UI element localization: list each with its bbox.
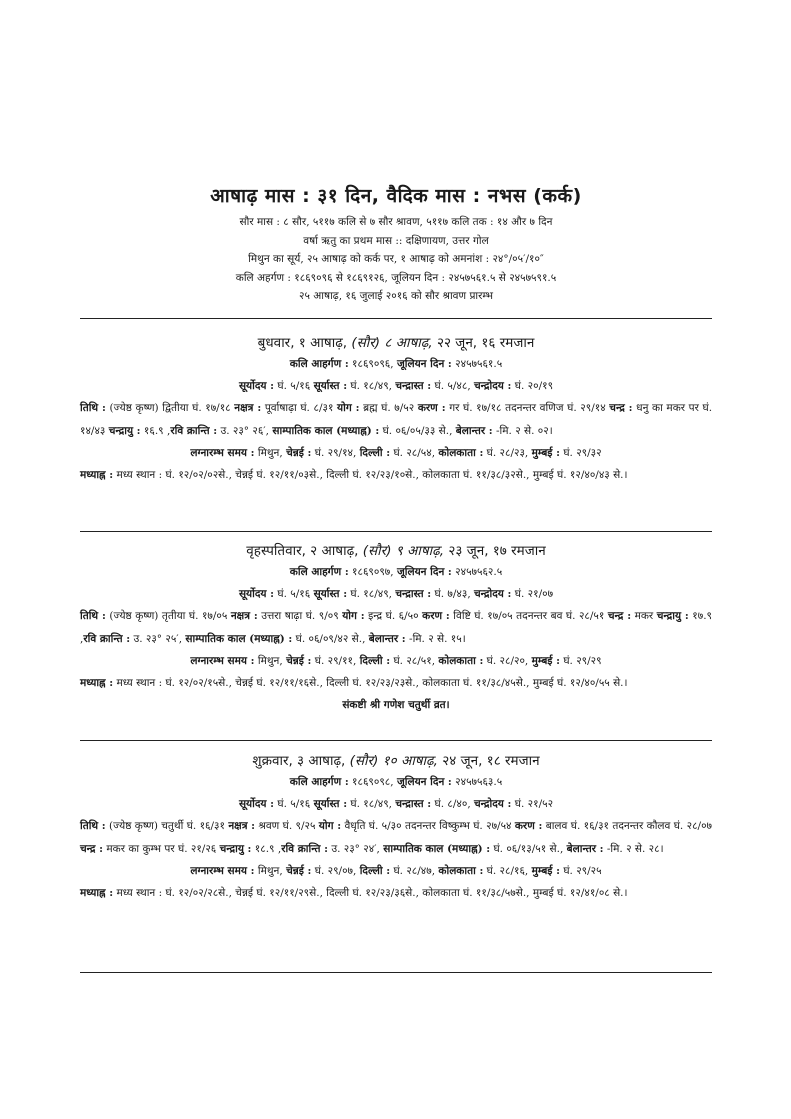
label: तिथि : (80, 820, 106, 832)
label: चन्द्रोदय : (474, 798, 512, 810)
value: १८६९०९६, (352, 358, 394, 370)
intro-line: सौर मास : ८ सौर, ५११७ कलि से ७ सौर श्रावण, ५११७ कलि तक : १४ और ७ दिन (239, 216, 553, 228)
value: मिथुन, (257, 447, 283, 459)
divider (80, 972, 712, 973)
label: साम्पातिक काल (मध्याह्न) : (185, 632, 293, 645)
label: जूलियन दिन : (396, 358, 452, 370)
label: मुम्बई : (531, 655, 560, 667)
value: उ. २३° २५′, (133, 632, 183, 645)
intro-line: वर्षा ऋतु का प्रथम मास :: दक्षिणायण, उत्तर गोल (303, 234, 489, 247)
label: सूर्योदय : (238, 380, 275, 392)
value: घं. ५/४८, (434, 380, 471, 392)
value: मकर का कुम्भ पर घं. २१/२६ (106, 842, 217, 855)
label: करण : (514, 820, 543, 832)
gregorian-date: २३ जून, १७ रमजान (448, 543, 546, 559)
value: बालव घं. १६/३१ तदनन्तर कौलव घं. २८/०७ (545, 820, 712, 832)
value: -मि. २ से. ०२। (496, 424, 553, 437)
day-heading (80, 333, 712, 353)
label: नक्षत्र : (230, 610, 258, 622)
value: उ. २३° २६′, (220, 424, 270, 437)
label: सूर्यास्त : (313, 798, 348, 810)
label: तिथि : (80, 402, 106, 414)
value: घं. १८/४९, (350, 380, 393, 392)
label: दिल्ली : (359, 655, 391, 667)
day-entry (80, 333, 712, 486)
month-intro (80, 213, 712, 306)
label: कलि आहर्गण : (289, 358, 349, 370)
value: उत्तरा षाढ़ा घं. ९/०९ (261, 610, 339, 622)
value: -मि. २ से. २८। (606, 842, 664, 855)
value: गर घं. १७/१८ तदनन्तर वणिज घं. २९/१४ (449, 402, 606, 414)
label: चन्द्र : (80, 842, 104, 855)
value: घं. २९/३२ (563, 447, 602, 459)
label: सूर्योदय : (238, 798, 275, 810)
label: बेलान्तर : (368, 632, 406, 645)
weekday: वृहस्पतिवार, २ आषाढ़, (246, 543, 359, 559)
value: घं. २८/२३, (486, 447, 529, 459)
value: विष्टि घं. १७/०५ तदनन्तर बव घं. २८/५१ (453, 610, 605, 622)
value: उ. २३° २४′, (331, 842, 380, 855)
value: घं. २८/२०, (486, 655, 529, 667)
label: योग : (318, 820, 342, 832)
label: चेन्नई : (286, 447, 312, 459)
intro-line: मिथुन का सूर्य, २५ आषाढ़ को कर्क पर, १ आषाढ़ को अमनांश : २४°/०५′/१०″ (248, 253, 544, 265)
label: चन्द्र : (609, 402, 633, 414)
value: घं. ५/१६ (277, 588, 311, 600)
madhyahna-line (80, 672, 712, 694)
value: घं. १८/४९, (350, 798, 393, 810)
label: चन्द्र : (607, 610, 632, 622)
value: पूर्वाषाढ़ा घं. ८/३१ (264, 402, 334, 414)
intro-line: २५ आषाढ़, १६ जुलाई २०१६ को सौर श्रावण प्रारम्भ (299, 290, 493, 302)
value: मकर (634, 610, 654, 622)
value: घं. २९/१४, (314, 447, 357, 459)
label: योग : (337, 402, 360, 414)
value: घं. २८/१६, (486, 865, 529, 877)
value: घं. ७/४३, (434, 588, 471, 600)
value: घं. २९/२५ (563, 865, 602, 877)
label: चन्द्रायु : (219, 842, 252, 855)
day-heading (80, 541, 712, 561)
value: इन्द्र घं. ६/५० (368, 610, 419, 622)
value: घं. २०/१९ (514, 380, 554, 392)
value: घं. २९/०७, (314, 865, 357, 877)
kali-line (80, 561, 712, 583)
label: चेन्नई : (286, 655, 312, 667)
label: नक्षत्र : (228, 820, 256, 832)
label: सूर्यास्त : (313, 380, 348, 392)
label: मध्याह्न : (80, 677, 114, 689)
value: वैधृति घं. ५/३० तदनन्तर विष्कुम्भ घं. २७/५४ (344, 820, 512, 832)
value: (ज्येष्ठ कृष्ण) तृतीया घं. १७/०५ (109, 610, 228, 622)
label: रवि क्रान्ति : (281, 842, 328, 855)
value: २४५७५६२.५ (455, 566, 503, 578)
value: घं. १८/४९, (350, 588, 393, 600)
gregorian-date: २४ जून, १८ रमजान (442, 753, 540, 769)
label: चन्द्रास्त : (395, 798, 432, 810)
label: साम्पातिक काल (मध्याह्न) : (272, 424, 380, 437)
label: रवि क्रान्ति : (83, 632, 131, 645)
label: करण : (417, 402, 446, 414)
label: मुम्बई : (531, 865, 560, 877)
label: चन्द्रायु : (108, 424, 141, 437)
label: मुम्बई : (531, 447, 560, 459)
value: घं. २९/११, (314, 655, 357, 667)
label: चन्द्रास्त : (395, 380, 432, 392)
madhyahna-line (80, 464, 712, 486)
divider (80, 740, 712, 741)
label: चन्द्रोदय : (474, 588, 512, 600)
value: १८६९०९७, (352, 566, 394, 578)
value: घं. ५/१६ (277, 798, 311, 810)
sun-moon-line (80, 793, 712, 815)
madhyahna-line (80, 882, 712, 904)
label: लग्नारम्भ समय : (190, 655, 255, 667)
value: (ज्येष्ठ कृष्ण) द्वितीया घं. १७/१८ (109, 402, 231, 414)
value: १८.९ , (254, 842, 282, 855)
label: कलि आहर्गण : (289, 776, 349, 788)
label: सूर्यास्त : (313, 588, 348, 600)
value: मध्य स्थान : घं. १२/०२/२८से., चेन्नई घं. १२/११/२९से., दिल्ली घं. १२/२३/३६से., कोलकाता घं. ११/३८/५७से., मुम्बई घं. १२/४१/०८ से.। (116, 887, 628, 899)
label: चन्द्रायु : (656, 610, 689, 622)
value: घं. २८/५४, (393, 447, 436, 459)
value: घं. २८/४७, (393, 865, 436, 877)
value: -मि. २ से. १५। (409, 632, 466, 645)
label: कलि आहर्गण : (289, 566, 349, 578)
value: मध्य स्थान : घं. १२/०२/०२से., चेन्नई घं. १२/११/०३से., दिल्ली घं. १२/२३/१०से., कोलकाता घं. ११/३८/३२से., मुम्बई घं. १२/४०/४३ से.। (116, 469, 628, 481)
label: दिल्ली : (359, 865, 391, 877)
kali-line (80, 771, 712, 793)
month-title: आषाढ़ मास : ३१ दिन, वैदिक मास : नभस (कर्क) (210, 185, 582, 207)
value: १६.९ , (143, 424, 171, 437)
value: घं. ०६/०५/३३ से., (382, 424, 453, 437)
label: बेलान्तर : (455, 424, 493, 437)
gregorian-date: २२ जून, १६ रमजान (436, 335, 535, 351)
lagna-line (80, 442, 712, 464)
vrat-note: संकष्टी श्री गणेश चतुर्थी व्रत। (342, 699, 450, 711)
value: धनु का मकर पर घं. १४/४३ (80, 402, 713, 437)
value: १७.९ , (80, 610, 712, 645)
label: जूलियन दिन : (396, 566, 452, 578)
label: करण : (422, 610, 450, 622)
value: घं. ०६/०९/४२ से., (295, 632, 366, 645)
panchang-block (80, 815, 712, 860)
label: जूलियन दिन : (396, 776, 452, 788)
label: चन्द्रास्त : (395, 588, 432, 600)
value: घं. ०६/१३/५१ से., (493, 842, 564, 855)
label: कोलकाता : (438, 655, 484, 667)
value: मिथुन, (257, 655, 283, 667)
value: १८६९०९८, (352, 776, 394, 788)
value: घं. २९/२९ (563, 655, 602, 667)
label: नक्षत्र : (234, 402, 262, 414)
divider (80, 531, 712, 532)
intro-line: कलि अहर्गण : १८६९०९६ से १८६९१२६, जूलियन दिन : २४५७५६१.५ से २४५७५९१.५ (235, 271, 557, 284)
day-entry (80, 751, 712, 904)
label: रवि क्रान्ति : (170, 424, 218, 437)
label: चेन्नई : (286, 865, 312, 877)
label: साम्पातिक काल (मध्याह्न) : (383, 842, 491, 855)
day-heading (80, 751, 712, 771)
panchang-block (80, 605, 712, 650)
label: तिथि : (80, 610, 106, 622)
label: मध्याह्न : (80, 469, 114, 481)
divider (80, 318, 712, 319)
label: बेलान्तर : (566, 842, 604, 855)
value: घं. २८/५१, (393, 655, 436, 667)
saur-date: (सौर) ९ आषाढ़, (362, 543, 445, 559)
label: कोलकाता : (438, 447, 484, 459)
label: सूर्योदय : (238, 588, 275, 600)
value: घं. २१/०७ (514, 588, 554, 600)
sun-moon-line (80, 375, 712, 397)
sun-moon-line (80, 583, 712, 605)
saur-date: (सौर) १० आषाढ़, (349, 753, 438, 769)
label: मध्याह्न : (80, 887, 114, 899)
value: श्रवण घं. ९/२५ (258, 820, 316, 832)
value: घं. ५/१६ (277, 380, 311, 392)
value: २४५७५६३.५ (455, 776, 503, 788)
weekday: बुधवार, १ आषाढ़, (257, 335, 348, 351)
kali-line (80, 353, 712, 375)
lagna-line (80, 650, 712, 672)
value: (ज्येष्ठ कृष्ण) चतुर्थी घं. १६/३१ (109, 820, 225, 832)
value: मध्य स्थान : घं. १२/०२/१५से., चेन्नई घं. १२/११/१६से., दिल्ली घं. १२/२३/२३से., कोलकाता घं. ११/३८/४५से., मुम्बई घं. १२/४०/५५ से.। (116, 677, 628, 689)
label: लग्नारम्भ समय : (190, 447, 255, 459)
weekday: शुक्रवार, ३ आषाढ़, (252, 753, 346, 769)
day-entry (80, 541, 712, 716)
value: घं. ८/४०, (434, 798, 471, 810)
label: योग : (342, 610, 365, 622)
saur-date: (सौर) ८ आषाढ़, (351, 335, 433, 351)
lagna-line (80, 860, 712, 882)
value: मिथुन, (257, 865, 283, 877)
label: दिल्ली : (359, 447, 391, 459)
panchang-block (80, 397, 712, 442)
value: घं. २१/५२ (514, 798, 554, 810)
label: लग्नारम्भ समय : (190, 865, 255, 877)
value: ब्रह्म घं. ७/५२ (363, 402, 415, 414)
label: चन्द्रोदय : (474, 380, 512, 392)
value: २४५७५६१.५ (455, 358, 503, 370)
label: कोलकाता : (438, 865, 484, 877)
